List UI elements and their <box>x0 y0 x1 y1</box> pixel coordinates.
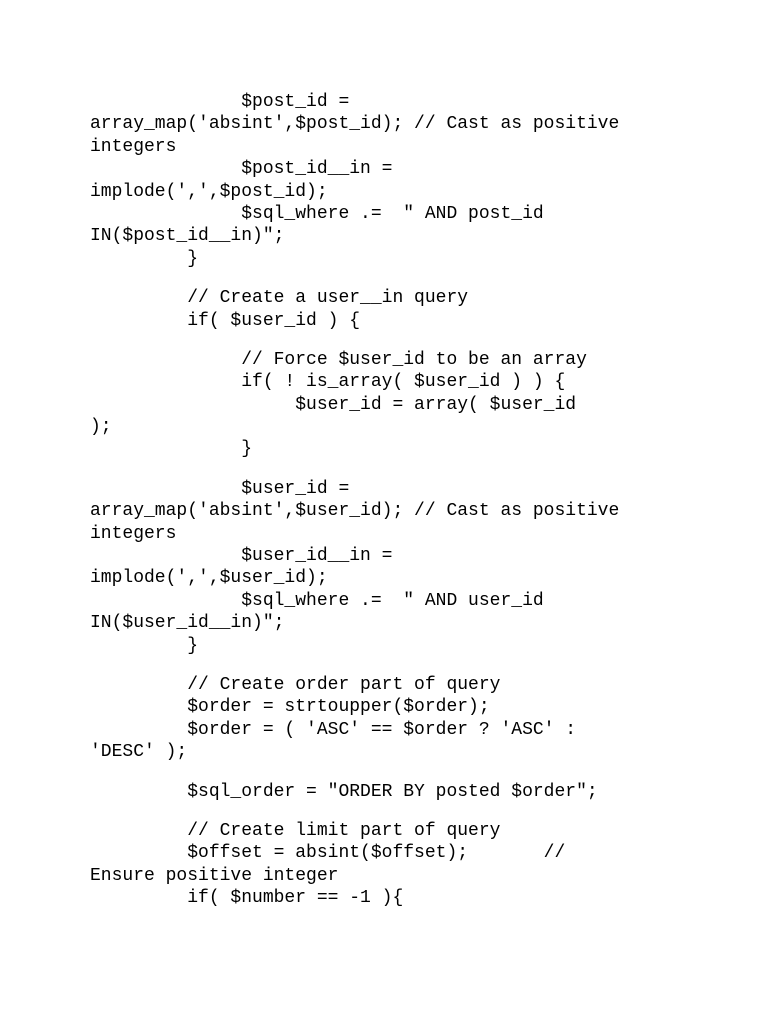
code-line: // Create limit part of query <box>90 820 501 841</box>
code-line: IN($user_id__in)"; <box>90 613 285 634</box>
code-line: $user_id = <box>90 478 350 499</box>
code-line: $post_id = <box>90 92 350 112</box>
code-line: // Create a user__in query <box>90 288 469 309</box>
code-line: implode(',',$user_id); <box>90 568 328 589</box>
code-line: if( $number == -1 ){ <box>90 888 404 909</box>
code-line: Ensure positive integer <box>90 865 339 886</box>
code-block <box>90 91 730 910</box>
code-line: if( ! is_array( $user_id ) ) { <box>90 372 566 393</box>
code-line: integers <box>90 523 177 544</box>
code-line: $post_id__in = <box>90 159 393 180</box>
code-line: 'DESC' ); <box>90 742 188 763</box>
code-line: $sql_where .= " AND post_id <box>90 203 544 224</box>
code-line: implode(',',$post_id); <box>90 181 328 202</box>
code-line: } <box>90 635 199 656</box>
code-line: } <box>90 439 253 460</box>
code-line: $sql_order = "ORDER BY posted $order"; <box>90 781 598 802</box>
code-line: $offset = absint($offset); // <box>90 843 566 864</box>
code-line: // Create order part of query <box>90 674 501 695</box>
code-line: ); <box>90 417 112 438</box>
code-line: $user_id = array( $user_id <box>90 394 577 415</box>
code-line: $order = ( 'ASC' == $order ? 'ASC' : <box>90 719 577 740</box>
code-line: } <box>90 248 199 269</box>
code-line: $user_id__in = <box>90 546 393 567</box>
code-line: array_map('absint',$post_id); // Cast as positive <box>90 114 620 135</box>
code-line: array_map('absint',$user_id); // Cast as positive <box>90 501 620 522</box>
code-line: if( $user_id ) { <box>90 310 361 331</box>
code-line: // Force $user_id to be an array <box>90 349 587 370</box>
code-line: integers <box>90 136 177 157</box>
code-line: $sql_where .= " AND user_id <box>90 590 544 611</box>
code-line: IN($post_id__in)"; <box>90 226 285 247</box>
code-line: $order = strtoupper($order); <box>90 697 490 718</box>
